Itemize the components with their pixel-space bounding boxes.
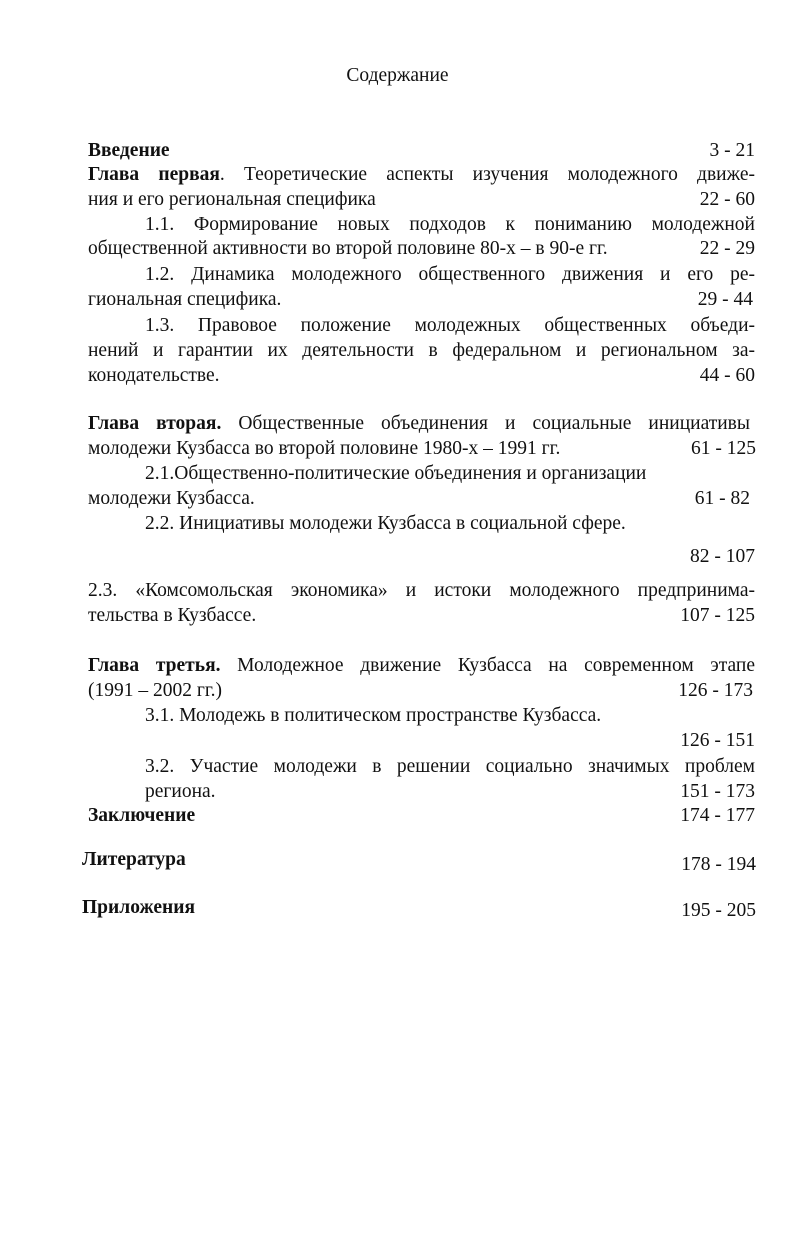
chapter3-title-bold: Глава третья.: [88, 655, 221, 676]
page-title: Содержание: [346, 65, 449, 86]
toc-entry-literature: [82, 850, 186, 870]
chapter1-title-line1: [88, 165, 755, 185]
appendix-pages: 195 - 205: [681, 900, 756, 921]
chapter2-title-bold: Глава вторая.: [88, 413, 222, 434]
chapter3-title-line1: [88, 656, 755, 676]
chapter1-title-rest: . Теоретические аспекты изучения молодежного движе-: [219, 164, 755, 185]
section-3-1-pages: 126 - 151: [680, 730, 755, 751]
section-1-3-pages: 44 - 60: [699, 365, 755, 386]
chapter2-pages: 61 - 125: [691, 438, 756, 459]
conclusion-pages: 174 - 177: [680, 805, 755, 826]
section-3-2-pages: 151 - 173: [680, 781, 755, 802]
section-2-2-line1: 2.2. Инициативы молодежи Кузбасса в социальной сфере.: [145, 513, 626, 534]
chapter2-title-line1: [88, 414, 750, 434]
section-2-2-pages: 82 - 107: [690, 546, 755, 567]
chapter2-title-line2: молодежи Кузбасса во второй половине 1980-х – 1991 гг.: [88, 438, 561, 459]
section-1-3-line3: конодательстве.: [88, 365, 220, 386]
section-2-3-line1: 2.3. «Комсомольская экономика» и истоки молодежного предпринима-: [88, 580, 755, 601]
section-3-1-line1: 3.1. Молодежь в политическом пространстве Кузбасса.: [145, 705, 602, 726]
appendix-label: Приложения: [82, 897, 196, 918]
section-2-1-line2: молодежи Кузбасса.: [88, 488, 255, 509]
chapter1-title-line2: ния и его региональная специфика: [88, 189, 376, 210]
literature-label: Литература: [82, 849, 186, 870]
intro-label: Введение: [88, 140, 170, 161]
section-1-1-line1: 1.1. Формирование новых подходов к пониманию молодежной: [145, 214, 755, 235]
chapter3-pages: 126 - 173: [678, 680, 753, 701]
section-3-2-line1: 3.2. Участие молодежи в решении социально значимых проблем: [145, 756, 755, 777]
chapter1-pages: 22 - 60: [699, 189, 755, 210]
chapter2-title-rest: Общественные объединения и социальные инициативы: [221, 413, 750, 434]
section-2-1-pages: 61 - 82: [694, 488, 750, 509]
chapter3-title-line2: (1991 – 2002 гг.): [88, 680, 223, 701]
toc-entry-intro: [88, 141, 170, 161]
literature-pages: 178 - 194: [681, 854, 756, 875]
toc-entry-conclusion: [88, 806, 195, 826]
intro-pages: 3 - 21: [709, 140, 755, 161]
section-2-3-line2: тельства в Кузбассе.: [88, 605, 257, 626]
section-1-3-line2: нений и гарантии их деятельности в федеральном и региональном за-: [88, 340, 755, 361]
section-1-1-pages: 22 - 29: [699, 238, 755, 259]
toc-entry-appendix: [82, 898, 195, 918]
section-1-3-line1: 1.3. Правовое положение молодежных общественных объеди-: [145, 315, 755, 336]
chapter1-title-bold: Глава первая: [88, 164, 220, 185]
section-2-1-line1: 2.1.Общественно-политические объединения и организации: [145, 463, 647, 484]
section-2-3-pages: 107 - 125: [680, 605, 755, 626]
section-3-2-line2: региона.: [145, 781, 216, 802]
section-1-1-line2: общественной активности во второй половине 80-х – в 90-е гг.: [88, 238, 608, 259]
section-1-2-line1: 1.2. Динамика молодежного общественного движения и его ре-: [145, 264, 755, 285]
chapter3-title-rest: Молодежное движение Кузбасса на современном этапе: [220, 655, 756, 676]
conclusion-label: Заключение: [88, 805, 196, 826]
section-1-2-pages: 29 - 44: [697, 289, 753, 310]
section-1-2-line2: гиональная специфика.: [88, 289, 282, 310]
